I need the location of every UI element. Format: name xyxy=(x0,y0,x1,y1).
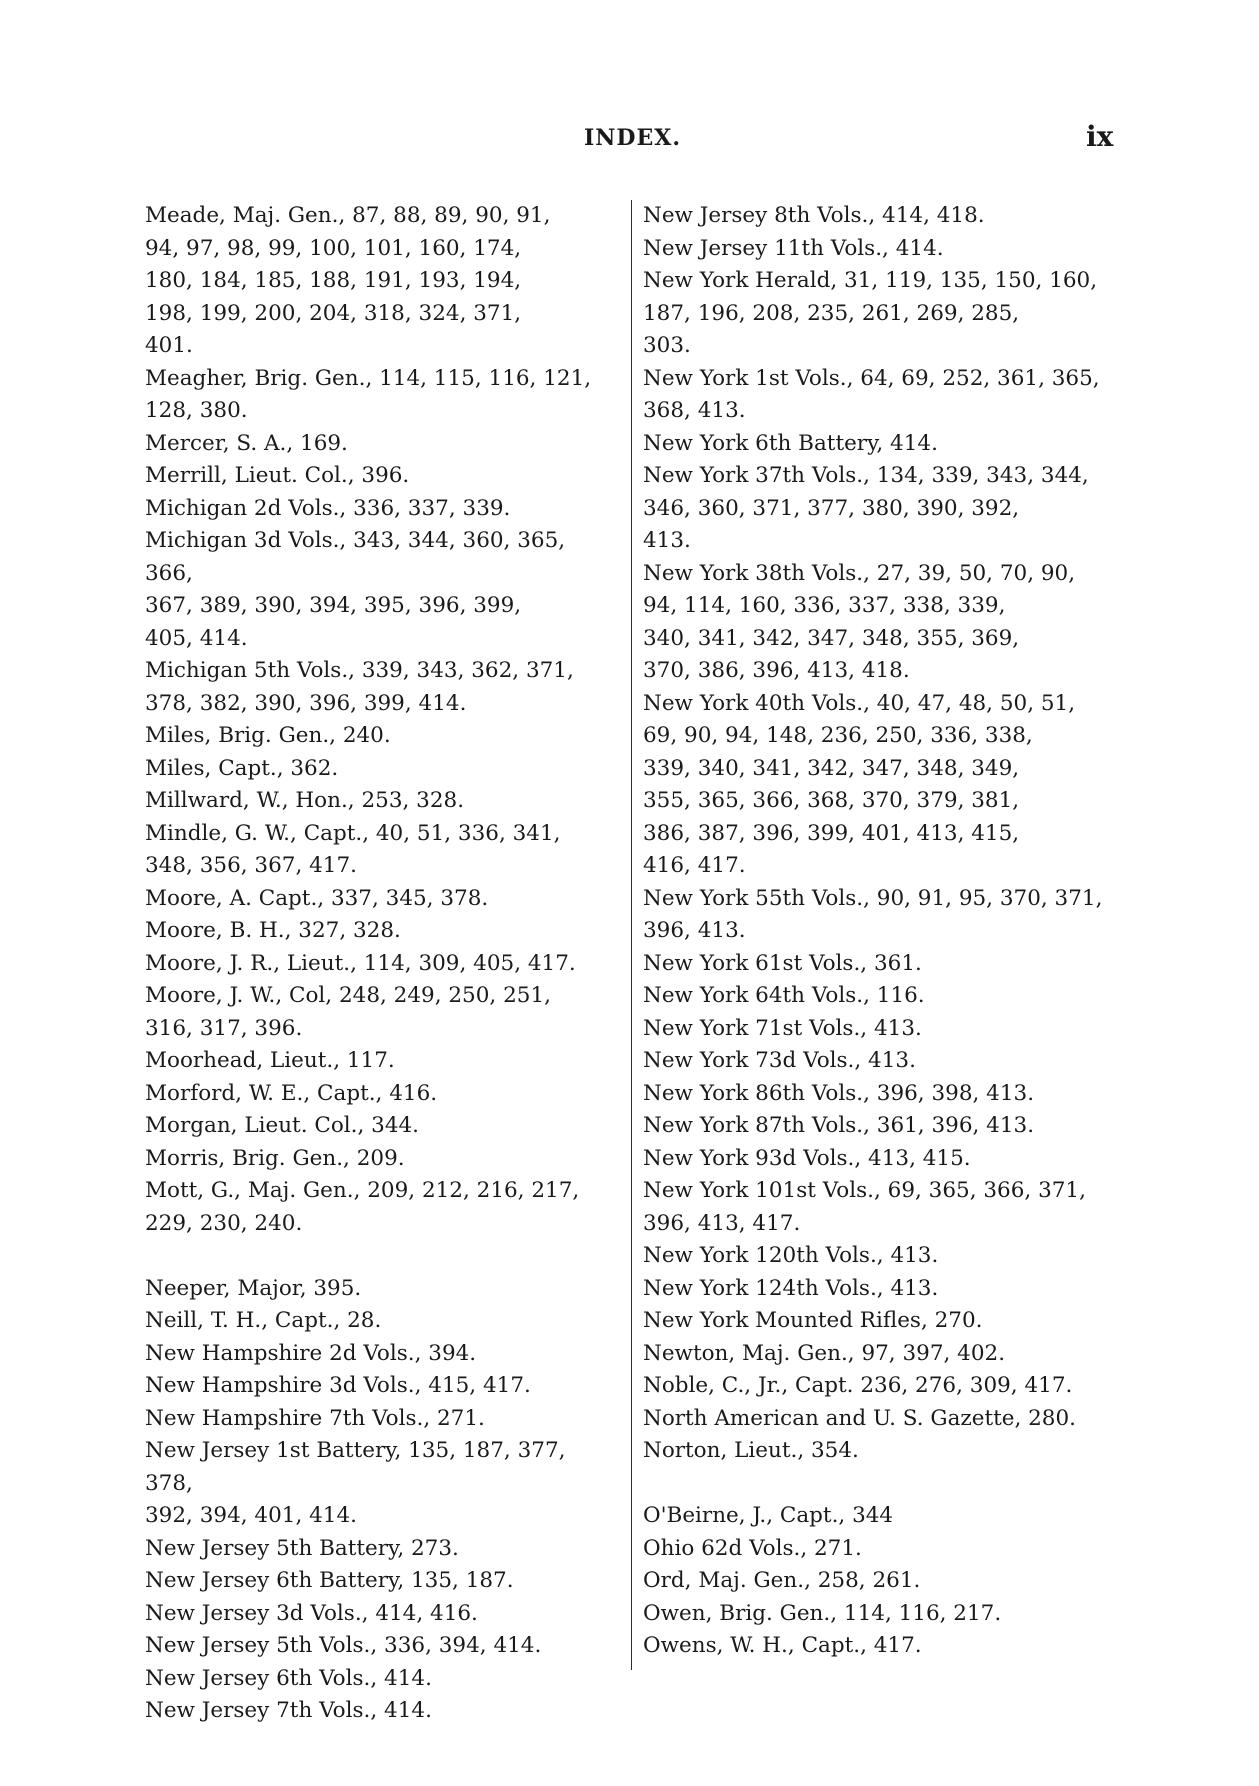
entry-gap xyxy=(145,1240,615,1273)
index-entry: New Hampshire 7th Vols., 271. xyxy=(145,1405,485,1431)
index-entry: Newton, Maj. Gen., 97, 397, 402. xyxy=(643,1340,1006,1366)
index-entry: New York 55th Vols., 90, 91, 95, 370, 371, 396, 413. xyxy=(643,885,1103,943)
index-entry: Moore, J. R., Lieut., 114, 309, 405, 417. xyxy=(145,950,576,976)
index-entry: New York 1st Vols., 64, 69, 252, 361, 365, 368, 413. xyxy=(643,365,1100,423)
index-entry: Meagher, Brig. Gen., 114, 115, 116, 121, 128, 380. xyxy=(145,365,592,423)
index-entry: New York 86th Vols., 396, 398, 413. xyxy=(643,1080,1035,1106)
index-entry: New Jersey 8th Vols., 414, 418. xyxy=(643,203,985,228)
index-entry: Noble, C., Jr., Capt. 236, 276, 309, 417. xyxy=(643,1373,1073,1398)
index-entry: New Jersey 7th Vols., 414. xyxy=(145,1698,432,1723)
entry-gap xyxy=(643,1468,1123,1501)
index-entry: New York 87th Vols., 361, 396, 413. xyxy=(643,1113,1035,1138)
index-entry: Norton, Lieut., 354. xyxy=(643,1438,859,1463)
index-entry: Ohio 62d Vols., 271. xyxy=(643,1535,862,1561)
index-entry: New Jersey 6th Battery, 135, 187. xyxy=(145,1568,514,1593)
index-entry: New York 120th Vols., 413. xyxy=(643,1243,939,1268)
index-entry: New York 40th Vols., 40, 47, 48, 50, 51, 69, 90, 94, 148, 236, 250, 336, 338, 339, 340, 341, 342, 347, 348, 349, 355, 365, 366, 368, 370, 379, 381, 386, 387, 396, 399, 401, 413, 415, 416, 417. xyxy=(643,690,1076,878)
index-entry: Mindle, G. W., Capt., 40, 51, 336, 341, 348, 356, 367, 417. xyxy=(145,820,561,878)
index-entry: Morford, W. E., Capt., 416. xyxy=(145,1080,438,1106)
index-entry: New York Herald, 31, 119, 135, 150, 160, 187, 196, 208, 235, 261, 269, 285, 303. xyxy=(643,268,1098,358)
index-entry: Neeper, Major, 395. xyxy=(145,1275,362,1301)
index-entry: New Jersey 5th Vols., 336, 394, 414. xyxy=(145,1633,542,1658)
index-entry: New Hampshire 2d Vols., 394. xyxy=(145,1340,477,1366)
index-entry: Michigan 2d Vols., 336, 337, 339. xyxy=(145,495,511,521)
index-entry: Neill, T. H., Capt., 28. xyxy=(145,1308,382,1333)
page-number: ix xyxy=(1086,120,1114,153)
index-entry: Moore, J. W., Col, 248, 249, 250, 251, 316, 317, 396. xyxy=(145,983,551,1041)
index-entry: New Hampshire 3d Vols., 415, 417. xyxy=(145,1373,531,1398)
index-entry: Ord, Maj. Gen., 258, 261. xyxy=(643,1568,921,1593)
index-entry: Moore, B. H., 327, 328. xyxy=(145,918,401,943)
index-entry: Morris, Brig. Gen., 209. xyxy=(145,1145,405,1171)
index-entry: New York 38th Vols., 27, 39, 50, 70, 90, 94, 114, 160, 336, 337, 338, 339, 340, 341, 342, 347, 348, 355, 369, 370, 386, 396, 413, 418. xyxy=(643,560,1076,683)
index-entry: New York 61st Vols., 361. xyxy=(643,950,922,976)
index-entry: Moore, A. Capt., 337, 345, 378. xyxy=(145,885,489,911)
index-entry: Morgan, Lieut. Col., 344. xyxy=(145,1113,420,1138)
index-entry: North American and U. S. Gazette, 280. xyxy=(643,1405,1076,1431)
index-entry: New Jersey 11th Vols., 414. xyxy=(643,235,944,261)
index-entry: New York 6th Battery, 414. xyxy=(643,430,938,456)
index-entry: New York 101st Vols., 69, 365, 366, 371, 396, 413, 417. xyxy=(643,1178,1086,1236)
index-entry: New York Mounted Rifles, 270. xyxy=(643,1308,983,1333)
page-title: INDEX. xyxy=(584,125,681,151)
index-entry: Merrill, Lieut. Col., 396. xyxy=(145,463,410,488)
index-entry: New York 37th Vols., 134, 339, 343, 344, 346, 360, 371, 377, 380, 390, 392, 413. xyxy=(643,463,1089,553)
index-entry: Michigan 3d Vols., 343, 344, 360, 365, 366, 367, 389, 390, 394, 395, 396, 399, 405, 414. xyxy=(145,528,566,651)
column-divider xyxy=(631,200,632,1670)
index-entry: New Jersey 3d Vols., 414, 416. xyxy=(145,1600,478,1626)
index-entry: Millward, W., Hon., 253, 328. xyxy=(145,788,465,813)
index-entry: New York 124th Vols., 413. xyxy=(643,1275,939,1301)
index-entry: Michigan 5th Vols., 339, 343, 362, 371, 378, 382, 390, 396, 399, 414. xyxy=(145,658,574,716)
index-entry: Owen, Brig. Gen., 114, 116, 217. xyxy=(643,1600,1002,1626)
index-entry: Owens, W. H., Capt., 417. xyxy=(643,1633,922,1658)
index-entry: Miles, Capt., 362. xyxy=(145,755,339,781)
index-entry: O'Beirne, J., Capt., 344 xyxy=(643,1503,894,1528)
index-entry: New Jersey 6th Vols., 414. xyxy=(145,1665,432,1691)
index-entry: New York 64th Vols., 116. xyxy=(643,983,925,1008)
index-entry: Moorhead, Lieut., 117. xyxy=(145,1048,395,1073)
index-column-left xyxy=(145,200,615,1728)
index-entry: Meade, Maj. Gen., 87, 88, 89, 90, 91, 94, 97, 98, 99, 100, 101, 160, 174, 180, 184, 185, 188, 191, 193, 194, 198, 199, 200, 204, 318, 324, 371, 401. xyxy=(145,203,551,358)
index-entry: New York 71st Vols., 413. xyxy=(643,1015,922,1041)
index-entry: New York 73d Vols., 413. xyxy=(643,1048,916,1073)
index-entry: New Jersey 5th Battery, 273. xyxy=(145,1535,459,1561)
index-entry: Mercer, S. A., 169. xyxy=(145,430,348,456)
index-column-right xyxy=(643,200,1123,1663)
index-entry: New York 93d Vols., 413, 415. xyxy=(643,1145,971,1171)
index-entry: Mott, G., Maj. Gen., 209, 212, 216, 217, 229, 230, 240. xyxy=(145,1178,580,1236)
index-entry: New Jersey 1st Battery, 135, 187, 377, 378, 392, 394, 401, 414. xyxy=(145,1438,566,1528)
index-entry: Miles, Brig. Gen., 240. xyxy=(145,723,391,748)
